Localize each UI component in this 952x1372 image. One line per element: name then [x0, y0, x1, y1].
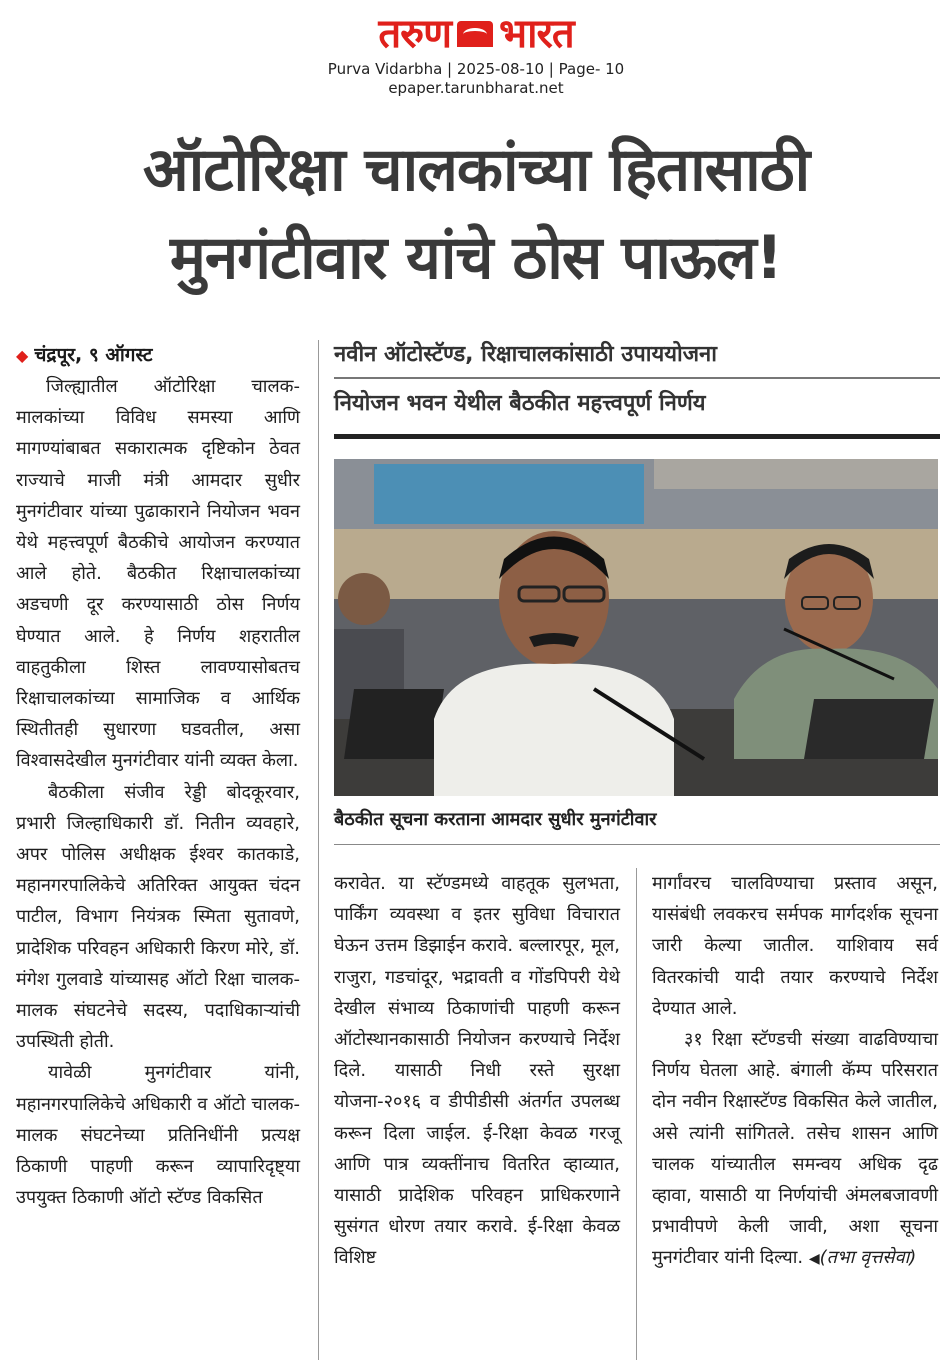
- newspaper-logo[interactable]: [378, 10, 573, 58]
- headline-line-2: मुनगंटीवार यांचे ठोस पाऊल!: [169, 223, 782, 293]
- article-body-middle: [334, 868, 620, 1274]
- column-divider: [318, 340, 319, 1360]
- headline-line-1: ऑटोरिक्षा चालकांच्या हितासाठी: [142, 135, 810, 205]
- article-column-left: [16, 340, 300, 1213]
- diamond-bullet-icon: ◆: [16, 346, 29, 365]
- paragraph: बैठकीला संजीव रेड्डी बोदकूरवार, प्रभारी जिल्हाधिकारी डॉ. नितीन व्यवहारे, अपर पोलिस अधीक्षक ईश्वर कातकाडे, महानगरपालिकेचे अतिरिक्त आयुक्त चंदन पाटील, विभाग नियंत्रक स्मिता सुतावणे, प्रादेशिक परिवहन अधिकारी किरण मोरे, डॉ. मंगेश गुलवाडे यांच्यासह ऑटो रिक्षा चालक-मालक संघटनेचे सदस्य, पदाधिकाऱ्यांची उपस्थिती होती.: [16, 781, 300, 1053]
- article-body-right: [652, 868, 938, 1276]
- paragraph: यावेळी मुनगंटीवार यांनी, महानगरपालिकेचे अधिकारी व ऑटो चालक-मालक संघटनेच्या प्रतिनिधींनी प्रत्यक्ष ठिकाणी पाहणी करून व्यापारिदृष्ट्या उपयुक्त ठिकाणी ऑटो स्टॅण्ड विकसित: [16, 1062, 300, 1209]
- subheading-divider: [334, 377, 940, 379]
- dateline: [16, 340, 300, 371]
- edition-info: Purva Vidarbha | 2025-08-10 | Page- 10: [327, 60, 625, 78]
- logo-emblem-icon: [457, 21, 493, 47]
- column-divider: [636, 868, 637, 1360]
- subheading-1: नवीन ऑटोस्टॅण्ड, रिक्षाचालकांसाठी उपाययोजना: [334, 342, 717, 367]
- paragraph-text: ३१ रिक्षा स्टॅण्डची संख्या वाढविण्याचा निर्णय घेतला आहे. बंगाली कॅम्प परिसरात दोन नवीन रिक्षास्टॅण्ड विकसित केले जातील, असे त्यांनी सांगितले. तसेच शासन आणि चालक यांच्यातील समन्वय अधिक दृढ व्हावा, यासाठी या निर्णयांची अंमलबजावणी प्रभावीपणे केली जावी, अशा सूचना मुनगंटीवार यांनी दिल्या.: [652, 1029, 938, 1269]
- article-column-middle: [334, 868, 620, 1274]
- section-rule: [334, 434, 940, 439]
- photo-caption: बैठकीत सूचना करताना आमदार सुधीर मुनगंटीवार: [334, 809, 657, 830]
- article-column-right: [652, 868, 938, 1276]
- news-credit: (तभा वृत्तसेवा): [819, 1247, 917, 1269]
- paragraph: जिल्ह्यातील ऑटोरिक्षा चालक-मालकांच्या विविध समस्या आणि मागण्यांबाबत सकारात्मक दृष्टिकोन ठेवत राज्याचे माजी मंत्री आमदार सुधीर मुनगंटीवार यांच्या पुढाकाराने नियोजन भवन येथे महत्त्वपूर्ण बैठकीचे आयोजन करण्यात आले होते. बैठकीत रिक्षाचालकांच्या अडचणी दूर करण्यासाठी ठोस निर्णय घेण्यात आले. हे निर्णय शहरातील वाहतुकीला शिस्त लावण्यासोबतच रिक्षाचालकांच्या सामाजिक व आर्थिक स्थितीतही सुधारणा घडवतील, असा विश्वासदेखील मुनगंटीवार यांनी व्यक्त केला.: [16, 376, 300, 772]
- paragraph: करावेत. या स्टॅण्डमध्ये वाहतूक सुलभता, पार्किंग व्यवस्था व इतर सुविधा विचारात घेऊन उत्तम डिझाईन करावे. बल्लारपूर, मूल, राजुरा, गडचांदूर, भद्रावती व गोंडपिपरी येथे देखील संभाव्य ठिकाणांची पाहणी करून ऑटोस्थानकासाठी नियोजन करण्याचे निर्देश दिले. यासाठी निधी रस्ते सुरक्षा योजना-२०१६ व डीपीडीसी अंतर्गत उपलब्ध करून दिला जाईल. ई-रिक्षा केवळ गरजू आणि पात्र व्यक्तींनाच वितरित व्हाव्यात, यासाठी प्रादेशिक परिवहन प्राधिकरणाने सुसंगत धोरण तयार करावे. ई-रिक्षा केवळ विशिष्ट: [334, 873, 620, 1269]
- dateline-text: चंद्रपूर, ९ ऑगस्ट: [34, 344, 153, 366]
- subheading-2: नियोजन भवन येथील बैठकीत महत्त्वपूर्ण निर्णय: [334, 391, 706, 416]
- triangle-bullet-icon: ◀: [808, 1251, 820, 1268]
- meeting-photo-illustration: [334, 459, 938, 796]
- logo-text-left: तरुण: [378, 11, 451, 57]
- masthead: [0, 10, 952, 97]
- paragraph: मार्गांवरच चालविण्याचा प्रस्ताव असून, यासंबंधी लवकरच सर्मपक मार्गदर्शक सूचना जारी केल्या जातील. याशिवाय सर्व वितरकांची यादी तयार करण्याचे निर्देश देण्यात आले.: [652, 873, 938, 1019]
- paragraph: [652, 1024, 938, 1276]
- news-photo: [334, 459, 938, 796]
- site-url[interactable]: epaper.tarunbharat.net: [388, 79, 564, 97]
- caption-divider: [334, 844, 940, 845]
- article-body-left: [16, 371, 300, 1213]
- logo-text-right: भारत: [499, 11, 574, 57]
